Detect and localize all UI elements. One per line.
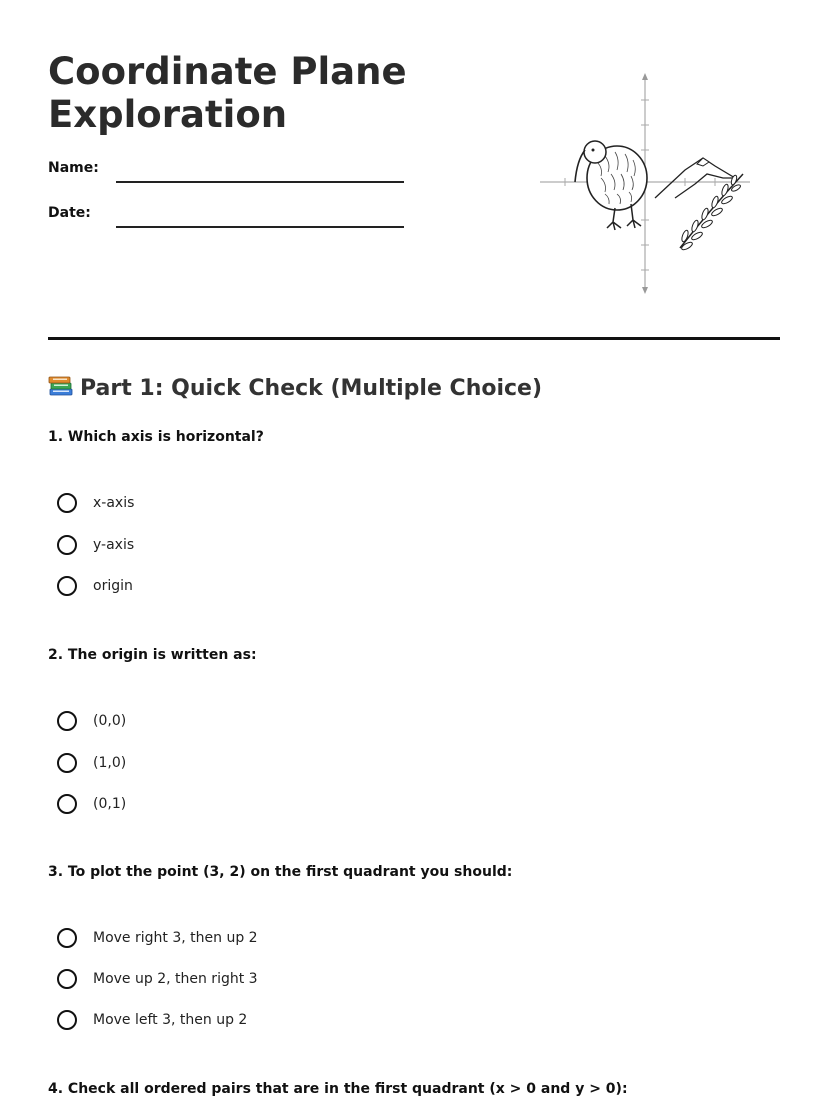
radio-button[interactable]: [57, 753, 77, 773]
q3-option-left-then-up[interactable]: [57, 1007, 457, 1033]
books-icon: [48, 374, 74, 398]
page-title: [48, 50, 468, 136]
radio-button[interactable]: [57, 535, 77, 555]
name-label: Name:: [48, 160, 99, 176]
date-blank-line[interactable]: [116, 226, 404, 228]
radio-button[interactable]: [57, 1010, 77, 1030]
title-line-1: Coordinate Plane: [48, 50, 407, 93]
option-label: y-axis: [93, 537, 135, 553]
name-field[interactable]: [48, 160, 408, 190]
part1-heading: [48, 374, 542, 401]
option-label: Move up 2, then right 3: [93, 971, 258, 987]
question-1: 1. Which axis is horizontal?: [48, 429, 264, 445]
q2-option-1-0[interactable]: [57, 750, 457, 776]
option-label: (1,0): [93, 755, 127, 771]
q3-option-right-then-up[interactable]: [57, 925, 457, 951]
option-label: (0,1): [93, 796, 127, 812]
header-divider: [48, 337, 780, 340]
q1-option-y-axis[interactable]: [57, 532, 457, 558]
option-label: Move left 3, then up 2: [93, 1012, 248, 1028]
date-field[interactable]: [48, 205, 408, 235]
q3-option-up-then-right[interactable]: [57, 966, 457, 992]
option-label: x-axis: [93, 495, 135, 511]
option-label: origin: [93, 578, 133, 594]
question-3: 3. To plot the point (3, 2) on the first quadrant you should:: [48, 864, 513, 880]
radio-button[interactable]: [57, 969, 77, 989]
radio-button[interactable]: [57, 928, 77, 948]
option-label: (0,0): [93, 713, 127, 729]
q2-option-0-0[interactable]: [57, 708, 457, 734]
kiwi-bird-illustration-icon: [535, 70, 765, 300]
name-blank-line[interactable]: [116, 181, 404, 183]
part1-title: Part 1: Quick Check (Multiple Choice): [80, 376, 543, 401]
q2-option-0-1[interactable]: [57, 791, 457, 817]
title-line-2: Exploration: [48, 93, 288, 136]
radio-button[interactable]: [57, 493, 77, 513]
q1-option-x-axis[interactable]: [57, 490, 457, 516]
radio-button[interactable]: [57, 576, 77, 596]
radio-button[interactable]: [57, 711, 77, 731]
q1-option-origin[interactable]: [57, 573, 457, 599]
radio-button[interactable]: [57, 794, 77, 814]
question-4: 4. Check all ordered pairs that are in the first quadrant (x > 0 and y > 0):: [48, 1081, 628, 1097]
date-label: Date:: [48, 205, 91, 221]
option-label: Move right 3, then up 2: [93, 930, 258, 946]
question-2: 2. The origin is written as:: [48, 647, 257, 663]
